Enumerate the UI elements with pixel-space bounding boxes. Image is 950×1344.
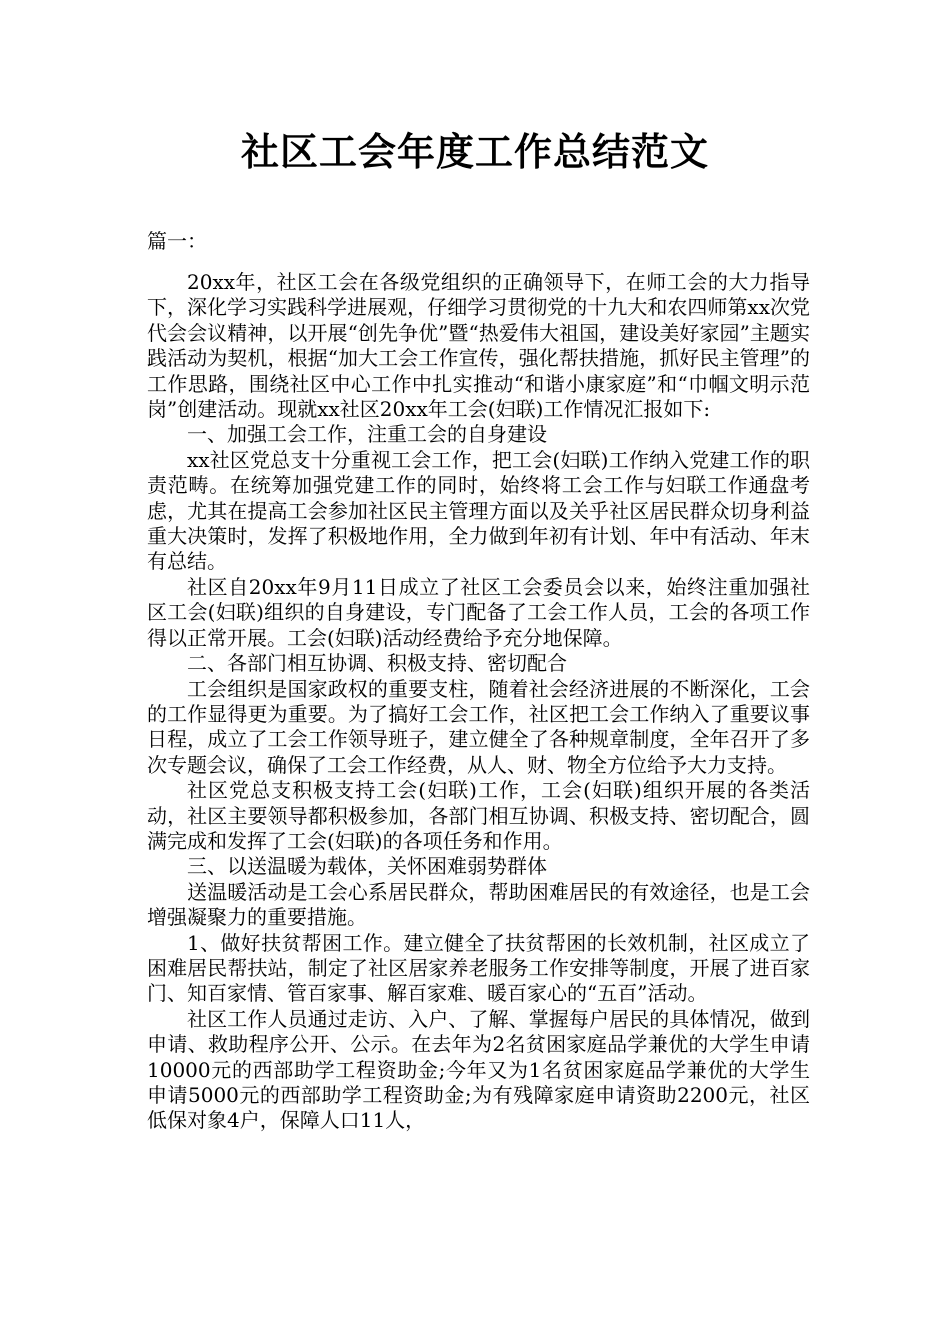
- heading-section-3: 三、以送温暖为载体，关怀困难弱势群体: [187, 854, 547, 879]
- paragraph-3b: 1、做好扶贫帮困工作。建立健全了扶贫帮困的长效机制，社区成立了困难居民帮扶站，制定了社区居家养老服务工作安排等制度，开展了进百家门、知百家情、管百家事、解百家难、暖百家心的“五百”活动。: [147, 930, 810, 1006]
- heading-section-2: 二、各部门相互协调、积极支持、密切配合: [187, 651, 567, 676]
- paragraph-1b: 社区自20xx年9月11日成立了社区工会委员会以来，始终注重加强社区工会(妇联)组织的自身建设，专门配备了工会工作人员，工会的各项工作得以正常开展。工会(妇联)活动经费给予充分地保障。: [147, 574, 810, 650]
- paragraph-1a: xx社区党总支十分重视工会工作，把工会(妇联)工作纳入党建工作的职责范畴。在统筹加强党建工作的同时，始终将工会工作与妇联工作通盘考虑，尤其在提高工会参加社区民主管理方面以及关乎社区居民群众切身利益重大决策时，发挥了积极地作用，全力做到年初有计划、年中有活动、年末有总结。: [147, 447, 810, 574]
- paragraph-3c: 社区工作人员通过走访、入户、了解、掌握每户居民的具体情况，做到申请、救助程序公开、公示。在去年为2名贫困家庭品学兼优的大学生申请10000元的西部助学工程资助金;今年又为1名贫困家庭品学兼优的大学生申请5000元的西部助学工程资助金;为有残障家庭申请资助2200元，社区低保对象4户，保障人口11人，: [147, 1006, 810, 1133]
- paragraph-3a: 送温暖活动是工会心系居民群众，帮助困难居民的有效途径，也是工会增强凝聚力的重要措施。: [147, 879, 810, 930]
- document-body: [147, 270, 810, 1134]
- document-title: 社区工会年度工作总结范文: [240, 130, 709, 174]
- heading-section-1: 一、加强工会工作，注重工会的自身建设: [187, 422, 547, 447]
- paragraph-2a: 工会组织是国家政权的重要支柱，随着社会经济进展的不断深化，工会的工作显得更为重要。为了搞好工会工作，社区把工会工作纳入了重要议事日程，成立了工会工作领导班子，建立健全了各种规章制度，全年召开了多次专题会议，确保了工会工作经费，从人、财、物全方位给予大力支持。: [147, 676, 810, 777]
- paragraph-intro: 20xx年，社区工会在各级党组织的正确领导下，在师工会的大力指导下，深化学习实践科学进展观，仔细学习贯彻党的十九大和农四师第xx次党代会会议精神，以开展“创先争优”暨“热爱伟大祖国，建设美好家园”主题实践活动为契机，根据“加大工会工作宣传，强化帮扶措施，抓好民主管理”的工作思路，围绕社区中心工作中扎实推动“和谐小康家庭”和“巾帼文明示范岗”创建活动。现就xx社区20xx年工会(妇联)工作情况汇报如下:: [147, 270, 810, 422]
- section-label: 篇一：: [147, 229, 207, 253]
- paragraph-2b: 社区党总支积极支持工会(妇联)工作，工会(妇联)组织开展的各类活动，社区主要领导都积极参加，各部门相互协调、积极支持、密切配合，圆满完成和发挥了工会(妇联)的各项任务和作用。: [147, 778, 810, 853]
